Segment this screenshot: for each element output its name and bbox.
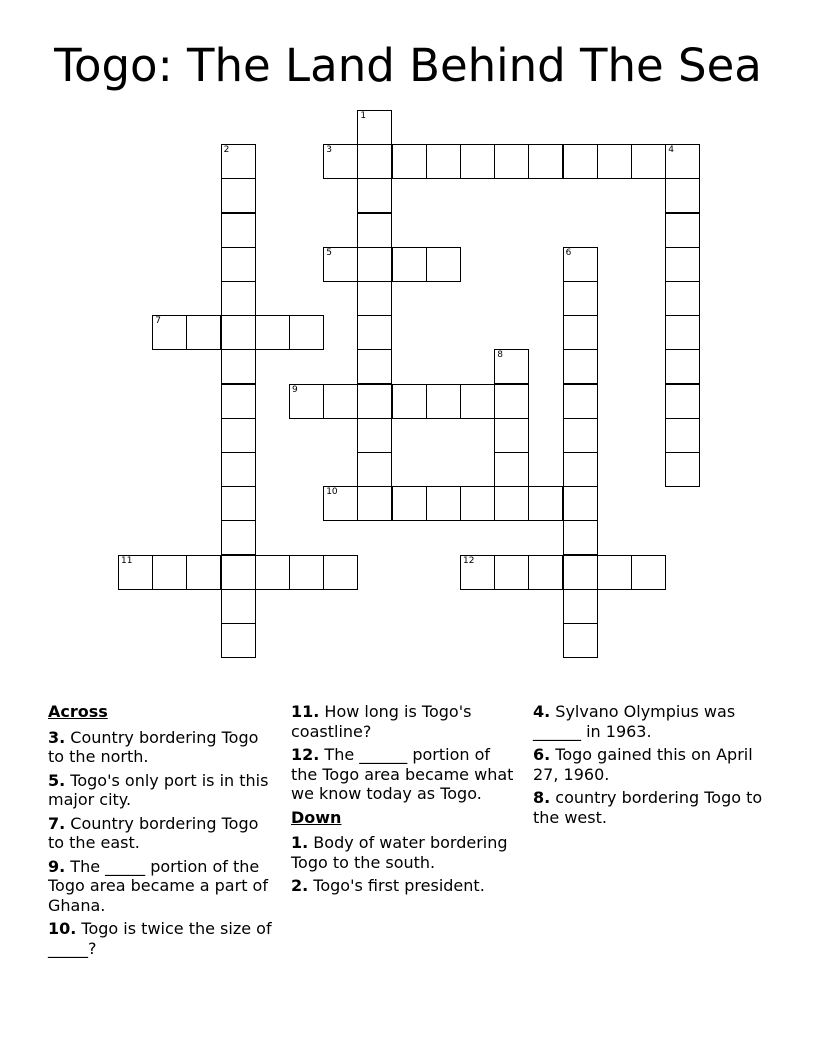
grid-cell[interactable] bbox=[494, 555, 529, 590]
grid-cell[interactable] bbox=[563, 623, 598, 658]
grid-cell[interactable] bbox=[563, 520, 598, 555]
grid-cell[interactable] bbox=[665, 247, 700, 282]
clue-number: 9 bbox=[292, 384, 298, 395]
grid-cell[interactable] bbox=[357, 452, 392, 487]
grid-cell[interactable] bbox=[563, 349, 598, 384]
grid-cell[interactable] bbox=[494, 486, 529, 521]
clue-across-9: 9. The _____ portion of the Togo area became a part of Ghana. bbox=[48, 856, 268, 915]
clue-across-11: 11. How long is Togo's coastline? bbox=[291, 702, 472, 741]
clue-column-1 bbox=[48, 702, 278, 962]
clue-down-2: 2. Togo's first president. bbox=[291, 876, 485, 895]
grid-cell[interactable] bbox=[255, 315, 290, 350]
grid-cell[interactable] bbox=[221, 178, 256, 213]
grid-cell[interactable] bbox=[597, 555, 632, 590]
grid-cell[interactable] bbox=[221, 520, 256, 555]
grid-cell[interactable] bbox=[631, 555, 666, 590]
grid-cell[interactable] bbox=[392, 247, 427, 282]
grid-cell[interactable] bbox=[460, 486, 495, 521]
clue-down-6: 6. Togo gained this on April 27, 1960. bbox=[533, 745, 753, 784]
clue-number: 3 bbox=[326, 145, 332, 156]
grid-cell[interactable] bbox=[528, 486, 563, 521]
grid-cell[interactable] bbox=[289, 384, 324, 419]
grid-cell[interactable] bbox=[665, 315, 700, 350]
grid-cell[interactable] bbox=[186, 315, 221, 350]
grid-cell[interactable] bbox=[357, 281, 392, 316]
grid-cell[interactable] bbox=[563, 247, 598, 282]
grid-cell[interactable] bbox=[460, 144, 495, 179]
grid-cell[interactable] bbox=[563, 589, 598, 624]
grid-cell[interactable] bbox=[563, 384, 598, 419]
grid-cell[interactable] bbox=[357, 178, 392, 213]
grid-cell[interactable] bbox=[323, 144, 358, 179]
grid-cell[interactable] bbox=[392, 486, 427, 521]
grid-cell[interactable] bbox=[460, 555, 495, 590]
grid-cell[interactable] bbox=[152, 315, 187, 350]
grid-cell[interactable] bbox=[665, 452, 700, 487]
grid-cell[interactable] bbox=[357, 247, 392, 282]
grid-cell[interactable] bbox=[563, 486, 598, 521]
grid-cell[interactable] bbox=[221, 281, 256, 316]
grid-cell[interactable] bbox=[221, 555, 256, 590]
grid-cell[interactable] bbox=[221, 384, 256, 419]
clue-number: 1 bbox=[360, 111, 367, 121]
puzzle-title: Togo: The Land Behind The Sea bbox=[54, 39, 762, 92]
grid-cell[interactable] bbox=[221, 589, 256, 624]
grid-cell[interactable] bbox=[563, 315, 598, 350]
clue-number: 5 bbox=[326, 247, 332, 258]
clue-down-1: 1. Body of water bordering Togo to the south. bbox=[291, 833, 508, 872]
down-heading: Down bbox=[291, 807, 342, 827]
grid-cell[interactable] bbox=[221, 247, 256, 282]
grid-cell[interactable] bbox=[563, 281, 598, 316]
clue-down-8: 8. country bordering Togo to the west. bbox=[533, 788, 763, 827]
grid-cell[interactable] bbox=[665, 178, 700, 213]
clue-column-3 bbox=[533, 702, 763, 831]
grid-cell[interactable] bbox=[152, 555, 187, 590]
grid-cell[interactable] bbox=[528, 555, 563, 590]
grid-cell[interactable] bbox=[494, 384, 529, 419]
grid-cell[interactable] bbox=[221, 486, 256, 521]
clue-across-7: 7. Country bordering Togo to the east. bbox=[48, 813, 259, 852]
grid-cell[interactable] bbox=[665, 144, 700, 179]
grid-cell[interactable] bbox=[221, 144, 256, 179]
grid-cell[interactable] bbox=[426, 486, 461, 521]
clue-number: 6 bbox=[565, 247, 572, 258]
clue-number: 12 bbox=[463, 555, 475, 566]
grid-cell[interactable] bbox=[357, 213, 392, 248]
clue-across-12: 12. The ______ portion of the Togo area became what we know today as Togo. bbox=[291, 745, 514, 803]
clue-down-4: 4. Sylvano Olympius was ______ in 1963. bbox=[533, 702, 736, 741]
grid-cell[interactable] bbox=[118, 555, 153, 590]
grid-cell[interactable] bbox=[357, 110, 392, 145]
grid-cell[interactable] bbox=[665, 213, 700, 248]
clue-number: 2 bbox=[223, 145, 230, 156]
grid-cell[interactable] bbox=[665, 281, 700, 316]
grid-cell[interactable] bbox=[221, 213, 256, 248]
grid-cell[interactable] bbox=[357, 418, 392, 453]
grid-cell[interactable] bbox=[323, 486, 358, 521]
clue-number: 10 bbox=[326, 487, 338, 498]
clue-across-10: 10. Togo is twice the size of _____? bbox=[48, 919, 272, 958]
grid-cell[interactable] bbox=[563, 418, 598, 453]
grid-cell[interactable] bbox=[323, 247, 358, 282]
grid-cell[interactable] bbox=[426, 144, 461, 179]
grid-cell[interactable] bbox=[563, 452, 598, 487]
clue-number: 7 bbox=[155, 316, 161, 327]
grid-cell[interactable] bbox=[357, 384, 392, 419]
grid-cell[interactable] bbox=[665, 349, 700, 384]
grid-cell[interactable] bbox=[494, 418, 529, 453]
grid-cell[interactable] bbox=[323, 555, 358, 590]
clue-column-2 bbox=[291, 702, 521, 900]
grid-cell[interactable] bbox=[221, 315, 256, 350]
grid-cell[interactable] bbox=[357, 486, 392, 521]
grid-cell[interactable] bbox=[186, 555, 221, 590]
grid-cell[interactable] bbox=[563, 144, 598, 179]
across-heading: Across bbox=[48, 702, 108, 721]
grid-cell[interactable] bbox=[221, 349, 256, 384]
grid-cell[interactable] bbox=[494, 349, 529, 384]
grid-cell[interactable] bbox=[323, 384, 358, 419]
grid-cell[interactable] bbox=[392, 384, 427, 419]
grid-cell[interactable] bbox=[221, 623, 256, 658]
grid-cell[interactable] bbox=[494, 144, 529, 179]
clue-number: 8 bbox=[497, 350, 503, 361]
clue-across-3: 3. Country bordering Togo to the north. bbox=[48, 727, 259, 766]
grid-cell[interactable] bbox=[665, 418, 700, 453]
grid-cell[interactable] bbox=[528, 144, 563, 179]
grid-cell[interactable] bbox=[221, 418, 256, 453]
grid-cell[interactable] bbox=[357, 349, 392, 384]
grid-cell[interactable] bbox=[392, 144, 427, 179]
grid-cell[interactable] bbox=[631, 144, 666, 179]
grid-cell[interactable] bbox=[494, 452, 529, 487]
grid-cell[interactable] bbox=[426, 247, 461, 282]
grid-cell[interactable] bbox=[255, 555, 290, 590]
grid-cell[interactable] bbox=[289, 315, 324, 350]
grid-cell[interactable] bbox=[460, 384, 495, 419]
grid-cell[interactable] bbox=[563, 555, 598, 590]
grid-cell[interactable] bbox=[597, 144, 632, 179]
clue-across-5: 5. Togo's only port is in this major city. bbox=[48, 770, 269, 809]
clue-number: 11 bbox=[121, 555, 133, 566]
grid-cell[interactable] bbox=[426, 384, 461, 419]
clue-number: 4 bbox=[668, 145, 674, 156]
grid-cell[interactable] bbox=[665, 384, 700, 419]
grid-cell[interactable] bbox=[357, 144, 392, 179]
grid-cell[interactable] bbox=[221, 452, 256, 487]
grid-cell[interactable] bbox=[289, 555, 324, 590]
grid-cell[interactable] bbox=[357, 315, 392, 350]
